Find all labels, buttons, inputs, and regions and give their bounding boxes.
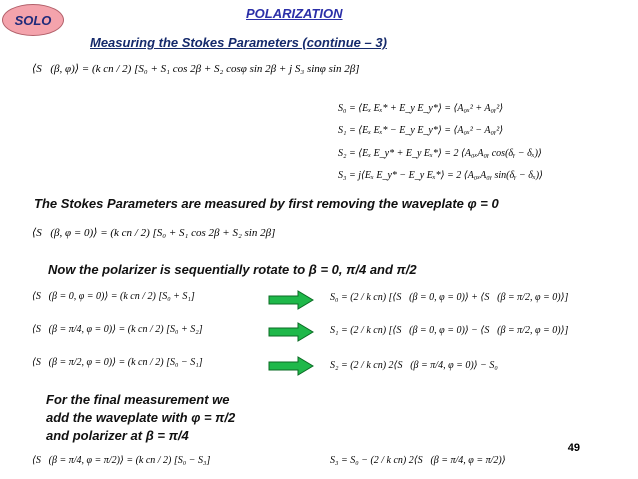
measurement-2-right: S₁ = (2 / k cn) [⟨S⃗(β = 0, φ = 0)⟩ − ⟨S⃗(β = π/2, φ = 0)⟩] [330, 325, 569, 336]
definition-s3: S₃ = j⟨Eₓ E_y* − E_y Eₓ*⟩ = 2 ⟨A₀ₓA₀ᵧ sin(δᵧ − δₓ)⟩ [338, 170, 543, 181]
page-title: POLARIZATION [246, 6, 343, 21]
definition-s2: S₂ = ⟨Eₓ E_y* + E_y Eₓ*⟩ = 2 ⟨A₀ₓA₀ᵧ cos(δᵧ − δₓ)⟩ [338, 148, 542, 159]
final-text-line-1: For the final measurement we [46, 392, 230, 407]
measurement-1-right: S₀ = (2 / k cn) [⟨S⃗(β = 0, φ = 0)⟩ + ⟨S⃗(β = π/2, φ = 0)⟩] [330, 292, 569, 303]
measurement-3-right: S₂ = (2 / k cn) 2⟨S⃗(β = π/4, φ = 0)⟩ − S₀ [330, 360, 498, 371]
arrow-right-icon [268, 290, 314, 310]
page-subtitle: Measuring the Stokes Parameters (continue – 3) [90, 35, 387, 50]
measurement-statement: The Stokes Parameters are measured by first removing the waveplate φ = 0 [34, 196, 499, 211]
solo-logo [2, 4, 64, 36]
measurement-3-left: ⟨S⃗(β = π/2, φ = 0)⟩ = (k cn / 2) [S₀ − S₁] [32, 357, 203, 368]
definition-s0: S₀ = ⟨Eₓ Eₓ* + E_y E_y*⟩ = ⟨A₀ₓ² + A₀ᵧ²⟩ [338, 103, 504, 114]
arrow-right-icon [268, 356, 314, 376]
arrow-right-icon [268, 322, 314, 342]
measurement-1-left: ⟨S⃗(β = 0, φ = 0)⟩ = (k cn / 2) [S₀ + S₁] [32, 291, 195, 302]
measurement-4-right: S₃ = S₀ − (2 / k cn) 2⟨S⃗(β = π/4, φ = π/2)⟩ [330, 455, 506, 466]
no-waveplate-equation: ⟨S⃗(β, φ = 0)⟩ = (k cn / 2) [S₀ + S₁ cos 2β + S₂ sin 2β] [32, 227, 276, 239]
final-text-line-3: and polarizer at β = π/4 [46, 428, 189, 443]
definition-s1: S₁ = ⟨Eₓ Eₓ* − E_y E_y*⟩ = ⟨A₀ₓ² − A₀ᵧ²⟩ [338, 125, 504, 136]
measurement-4-left: ⟨S⃗(β = π/4, φ = π/2)⟩ = (k cn / 2) [S₀ − S₃] [32, 455, 211, 466]
final-text-line-2: add the waveplate with φ = π/2 [46, 410, 236, 425]
main-equation: ⟨S⃗(β, φ)⟩ = (k cn / 2) [S₀ + S₁ cos 2β + S₂ cosφ sin 2β + j S₃ sinφ sin 2β] [32, 63, 360, 75]
page-number: 49 [567, 442, 580, 454]
rotation-statement: Now the polarizer is sequentially rotate to β = 0, π/4 and π/2 [48, 262, 417, 277]
measurement-2-left: ⟨S⃗(β = π/4, φ = 0)⟩ = (k cn / 2) [S₀ + S₂] [32, 324, 203, 335]
logo-text: SOLO [14, 12, 52, 28]
